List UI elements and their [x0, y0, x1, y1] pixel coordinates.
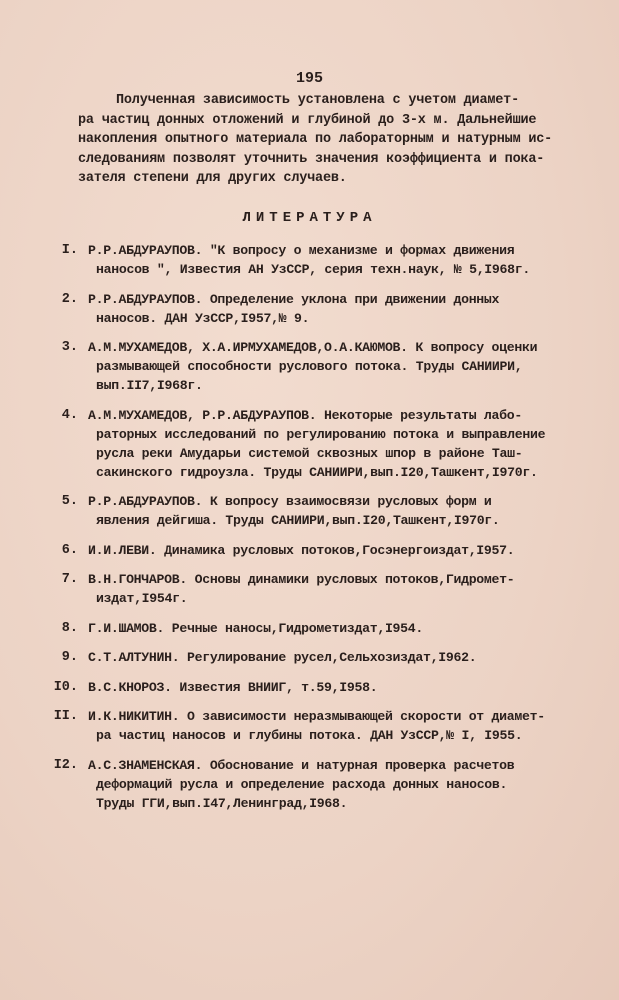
literature-heading: ЛИТЕРАТУРА: [242, 210, 377, 226]
reference-line: наносов ", Известия АН УзССР, серия техн.наук, № 5,I968г.: [96, 262, 530, 277]
paragraph-line: следованиям позволят уточнить значения коэффициента и пока-: [78, 151, 545, 167]
reference-line: Р.Р.АБДУРАУПОВ. К вопросу взаимосвязи русловых форм и: [88, 494, 492, 509]
reference-line: Р.Р.АБДУРАУПОВ. Определение уклона при движении донных: [88, 291, 500, 307]
reference-item: [32, 678, 572, 697]
reference-line: раторных исследований по регулированию потока и выправление: [96, 426, 546, 442]
reference-line: А.М.МУХАМЕДОВ, Х.А.ИРМУХАМЕДОВ,О.А.КАЮМОВ. К вопросу оценки: [88, 340, 538, 355]
reference-line: И.И.ЛЕВИ. Динамика русловых потоков,Госэнергоиздат,I957.: [88, 542, 515, 558]
paragraph-line: зателя степени для других случаев.: [78, 171, 347, 186]
reference-number: 9.: [61, 650, 78, 665]
reference-line: размывающей способности руслового потока. Труды САНИИРИ,: [96, 359, 523, 374]
reference-item: [32, 648, 572, 667]
reference-item: [32, 570, 572, 608]
reference-number: I.: [61, 243, 78, 258]
reference-number: I2.: [53, 757, 78, 773]
reference-line: А.С.ЗНАМЕНСКАЯ. Обоснование и натурная проверка расчетов: [88, 757, 515, 773]
reference-line: явления дейгиша. Труды САНИИРИ,вып.I20,Ташкент,I970г.: [96, 513, 500, 528]
reference-line: Р.Р.АБДУРАУПОВ. "К вопросу о механизме и формах движения: [88, 243, 515, 258]
reference-number: 4.: [61, 407, 78, 423]
reference-item: [32, 756, 572, 813]
reference-line: Г.И.ШАМОВ. Речные наносы,Гидрометиздат,I954.: [88, 620, 424, 636]
reference-item: [32, 290, 572, 328]
paragraph-line: Полученная зависимость установлена с учетом диамет-: [116, 93, 519, 108]
reference-line: ра частиц наносов и глубины потока. ДАН УзССР,№ I, I955.: [96, 728, 523, 743]
paragraph-line: ра частиц донных отложений и глубиной до 3-х м. Дальнейшие: [78, 112, 537, 128]
reference-line: русла реки Амударьи системой сквозных шпор в районе Таш-: [96, 445, 523, 461]
reference-line: С.Т.АЛТУНИН. Регулирование русел,Сельхозиздат,I962.: [88, 650, 477, 665]
reference-line: деформаций русла и определение расхода донных наносов.: [96, 776, 508, 792]
paragraph-line: накопления опытного материала по лабораторным и натурным ис-: [78, 132, 553, 147]
reference-number: 8.: [61, 620, 78, 636]
reference-item: [32, 338, 572, 395]
reference-line: В.Н.ГОНЧАРОВ. Основы динамики русловых потоков,Гидромет-: [88, 572, 515, 587]
reference-line: В.С.КНОРОЗ. Известия ВНИИГ, т.59,I958.: [88, 679, 378, 695]
reference-item: [32, 406, 572, 482]
page-number: 195: [295, 70, 323, 87]
reference-line: издат,I954г.: [96, 591, 188, 606]
reference-number: 7.: [61, 572, 78, 587]
reference-number: II.: [53, 709, 78, 724]
reference-list: [32, 241, 572, 823]
reference-item: [32, 492, 572, 530]
reference-line: вып.II7,I968г.: [96, 378, 203, 393]
reference-item: [32, 619, 572, 638]
reference-item: [32, 541, 572, 560]
reference-line: сакинского гидроузла. Труды САНИИРИ,вып.I20,Ташкент,I970г.: [96, 464, 538, 480]
reference-line: И.К.НИКИТИН. О зависимости неразмывающей скорости от диамет-: [88, 709, 545, 724]
reference-line: наносов. ДАН УзССР,I957,№ 9.: [96, 310, 310, 326]
reference-number: 6.: [61, 542, 78, 558]
reference-number: I0.: [53, 679, 78, 695]
body-paragraph: [78, 91, 553, 189]
reference-line: Труды ГГИ,вып.I47,Ленинград,I968.: [96, 795, 348, 811]
reference-number: 5.: [61, 494, 78, 509]
reference-item: [32, 241, 572, 279]
reference-line: А.М.МУХАМЕДОВ, Р.Р.АБДУРАУПОВ. Некоторые результаты лабо-: [88, 407, 522, 423]
reference-item: [32, 707, 572, 745]
reference-number: 3.: [61, 340, 78, 355]
reference-number: 2.: [61, 291, 78, 307]
